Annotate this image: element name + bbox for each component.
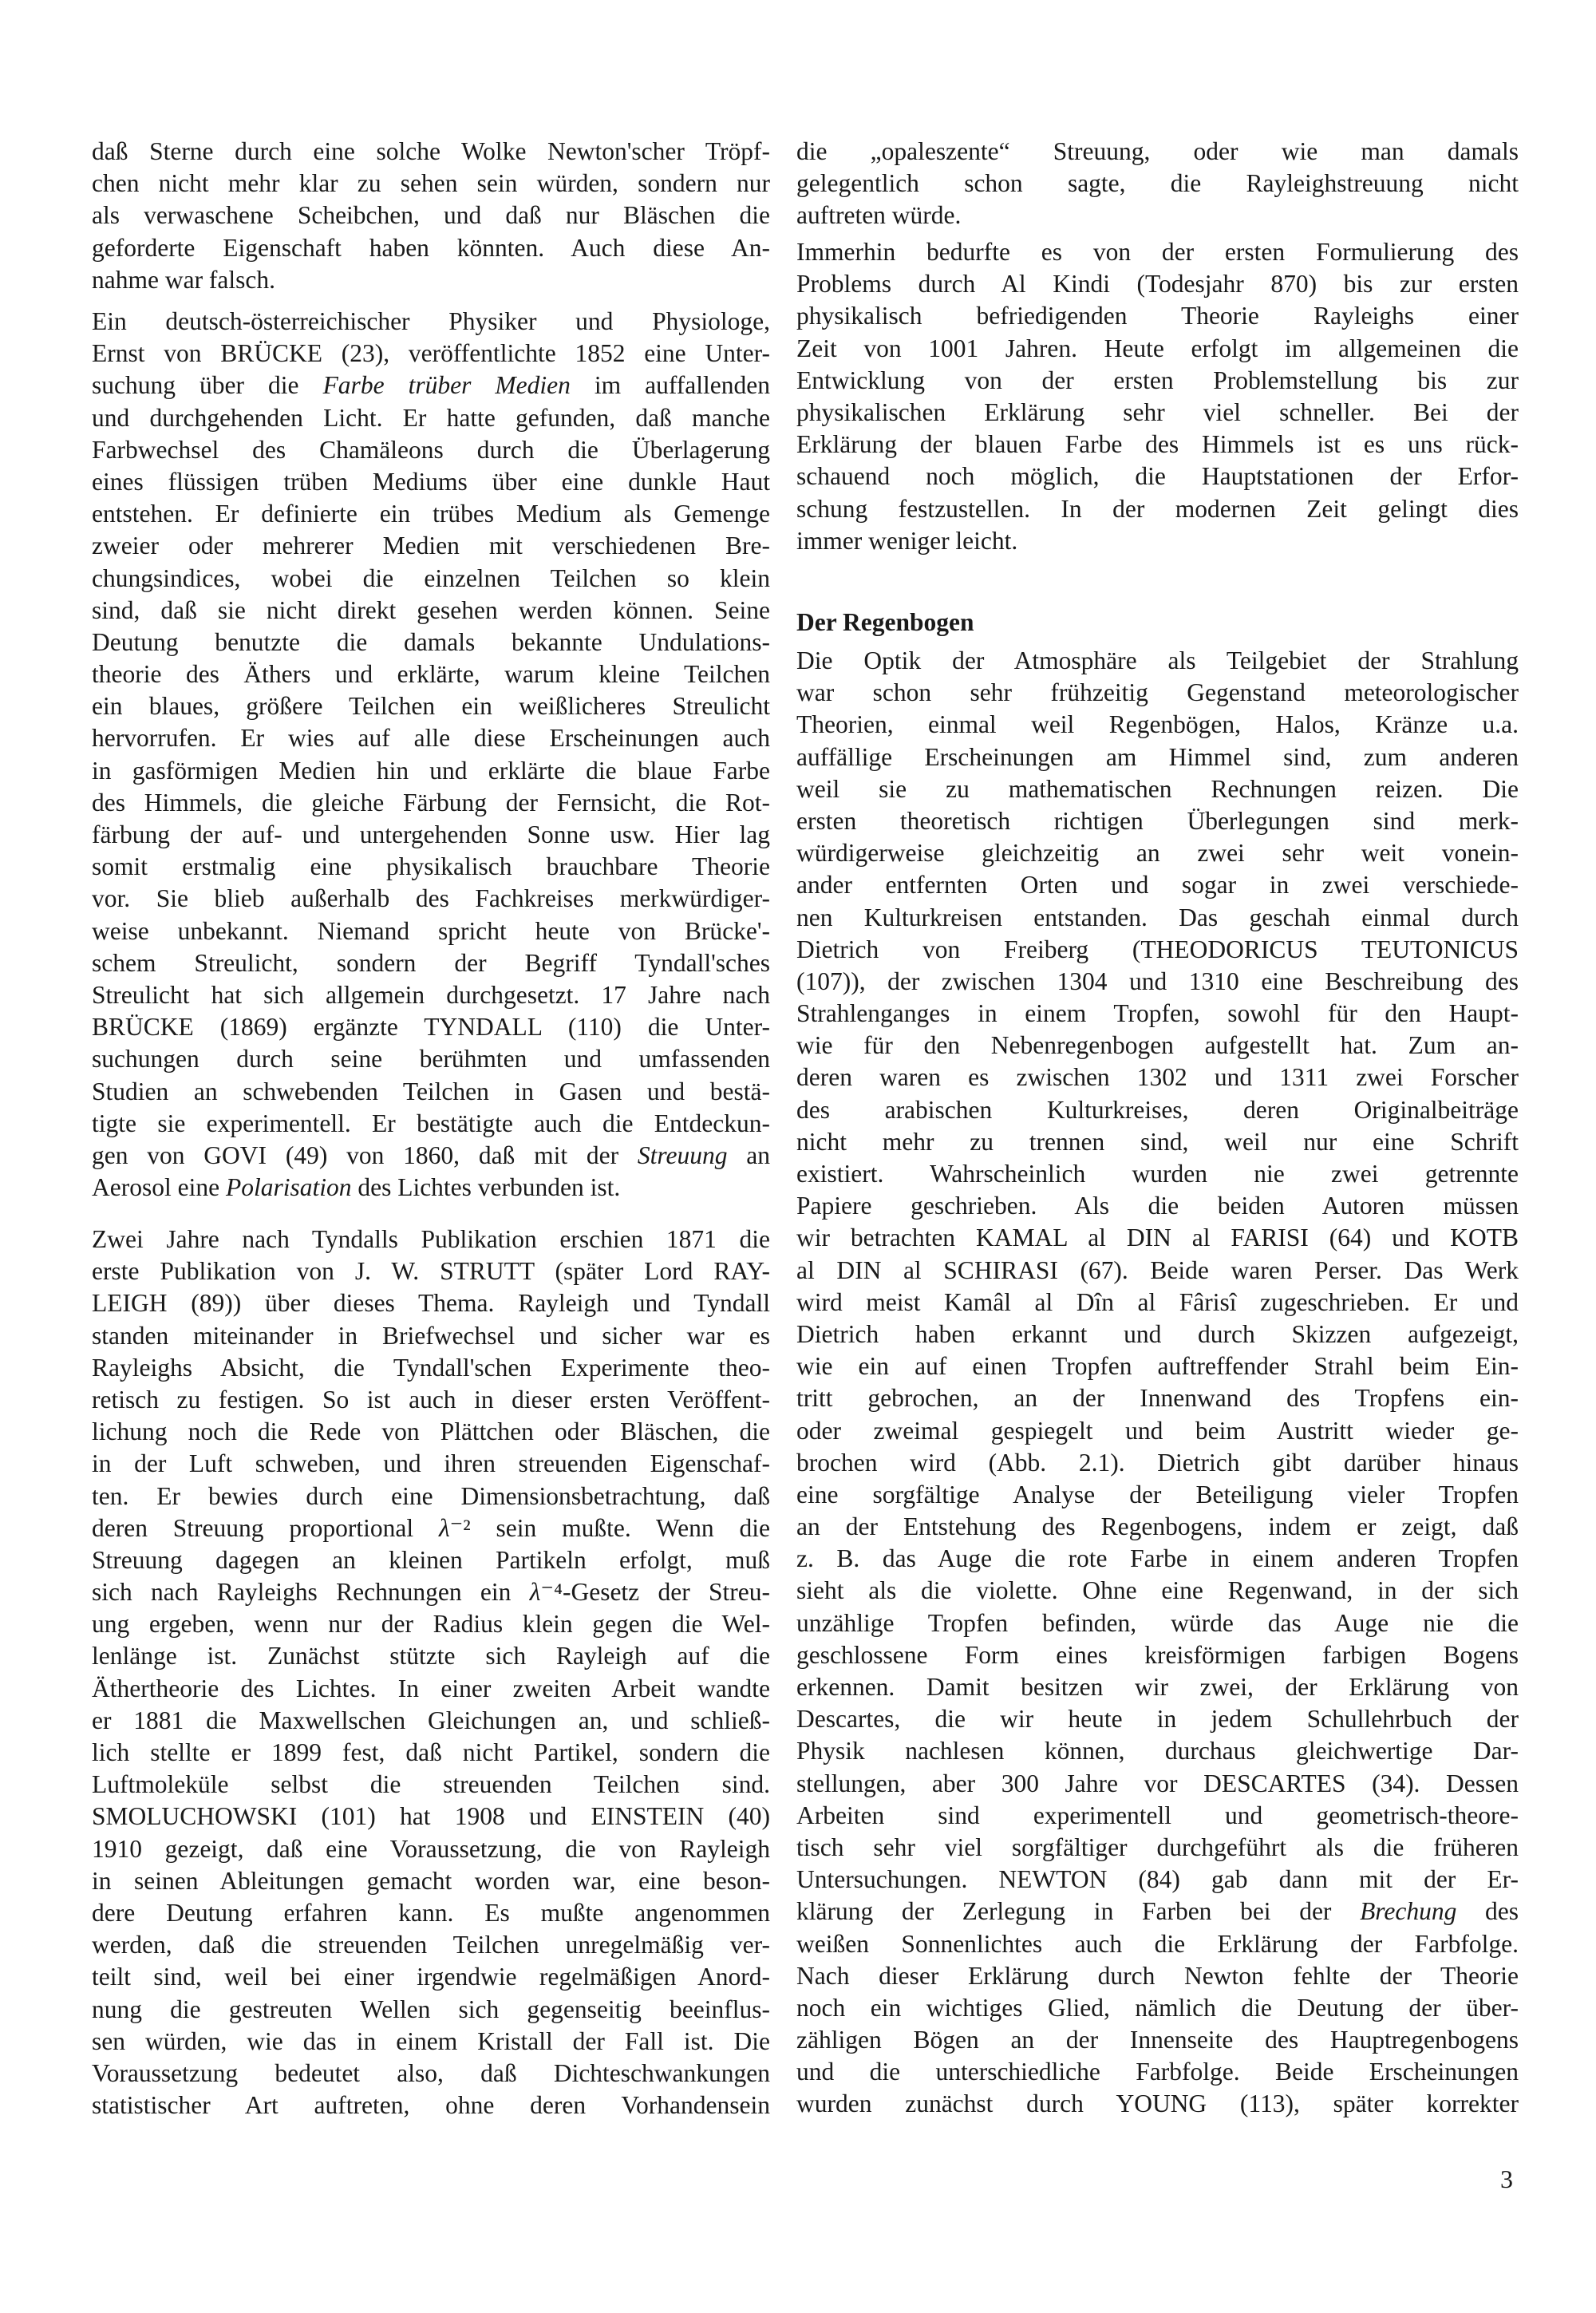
- text-line: Voraussetzung bedeutet also, daß Dichteschwankungen: [92, 2058, 770, 2087]
- text-line: 1910 gezeigt, daß eine Voraussetzung, die von Rayleigh: [92, 1834, 770, 1863]
- text-line: weise unbekannt. Niemand spricht heute von Brücke'-: [92, 916, 770, 945]
- text-line: geforderte Eigenschaft haben könnten. Auch diese An-: [92, 233, 770, 262]
- text-line: Problems durch Al Kindi (Todesjahr 870) bis zur ersten: [796, 270, 1519, 299]
- text-line: Dietrich haben erkannt und durch Skizzen aufgezeigt,: [796, 1319, 1519, 1348]
- text-line: chen nicht mehr klar zu sehen sein würden, sondern nur: [92, 169, 770, 198]
- text-line: wir betrachten KAMAL al DIN al FARISI (64) und KOTB: [796, 1224, 1519, 1252]
- text-line: Physik nachlesen können, durchaus gleichwertige Dar-: [796, 1737, 1519, 1765]
- text-line: war schon sehr frühzeitig Gegenstand meteorologischer: [796, 678, 1519, 707]
- text-line: immer weniger leicht.: [796, 526, 1018, 555]
- text-line: ersten theoretisch richtigen Überlegungen sind merk-: [796, 806, 1519, 835]
- text-line: nicht mehr zu trennen sind, weil nur eine Schrift: [796, 1127, 1519, 1156]
- paragraph: [92, 1224, 770, 2121]
- text-line: Zeit von 1001 Jahren. Heute erfolgt im allgemeinen die: [796, 334, 1519, 362]
- text-line: statistischer Art auftreten, ohne deren Vorhandensein: [92, 2091, 770, 2120]
- text-line: Streulicht hat sich allgemein durchgesetzt. 17 Jahre nach: [92, 980, 770, 1009]
- paragraph: [796, 645, 1519, 2121]
- text-line: Rayleighs Absicht, die Tyndall'schen Experimente theo-: [92, 1353, 770, 1382]
- text-line: schauend noch möglich, die Hauptstationen der Erfor-: [796, 462, 1519, 491]
- italic-text: Farbe trüber Medien: [322, 371, 571, 400]
- text-line: nung die gestreuten Wellen sich gegenseitig beeinflus-: [92, 1995, 770, 2023]
- text-line: ander entfernten Orten und sogar in zwei verschiede-: [796, 871, 1519, 900]
- text-line: zähligen Bögen an der Innenseite des Hauptregenbogens: [796, 2026, 1519, 2054]
- text-segment: des Lichtes verbunden ist.: [351, 1173, 621, 1202]
- text-line: eines flüssigen trüben Mediums über eine dunkle Haut: [92, 467, 770, 496]
- italic-text: Brechung: [1360, 1897, 1457, 1926]
- text-line: sind, daß sie nicht direkt gesehen werden können. Seine: [92, 595, 770, 624]
- text-line: zweier oder mehrerer Medien mit verschiedenen Bre-: [92, 532, 770, 560]
- text-segment: gen von GOVI (49) von 1860, daß mit der: [92, 1141, 638, 1169]
- text-line: chungsindices, wobei die einzelnen Teilchen so klein: [92, 563, 770, 592]
- text-line: die „opaleszente“ Streuung, oder wie man damals: [796, 137, 1519, 165]
- text-line: Erklärung der blauen Farbe des Himmels ist es uns rück-: [796, 430, 1519, 459]
- text-segment: ⁻²: [449, 1513, 471, 1542]
- text-line: Zwei Jahre nach Tyndalls Publikation erschien 1871 die: [92, 1225, 770, 1253]
- text-line: als verwaschene Scheibchen, und daß nur Bläschen die: [92, 201, 770, 230]
- text-line: Immerhin bedurfte es von der ersten Formulierung des: [796, 238, 1519, 266]
- text-line: Untersuchungen. NEWTON (84) gab dann mit der Er-: [796, 1865, 1519, 1894]
- text-line: physikalisch befriedigenden Theorie Rayleighs einer: [796, 302, 1519, 330]
- text-line: [92, 1172, 770, 1204]
- text-line: auffällige Erscheinungen am Himmel sind, zum anderen: [796, 742, 1519, 771]
- text-line: sieht als die violette. Ohne eine Regenwand, in der sich: [796, 1576, 1519, 1605]
- text-line: wird meist Kamâl al Dîn al Fârisî zugeschrieben. Er und: [796, 1287, 1519, 1316]
- text-line: [92, 1140, 770, 1172]
- text-line: eine sorgfältige Analyse der Beteiligung vieler Tropfen: [796, 1480, 1519, 1508]
- text-line: al DIN al SCHIRASI (67). Beide waren Perser. Das Werk: [796, 1255, 1519, 1284]
- italic-text: Streuung: [637, 1141, 728, 1169]
- text-line: stellungen, aber 300 Jahre vor DESCARTES (34). Dessen: [796, 1769, 1519, 1797]
- text-line: hervorrufen. Er wies auf alle diese Erscheinungen auch: [92, 724, 770, 753]
- text-line: geschlossene Form eines kreisförmigen farbigen Bogens: [796, 1640, 1519, 1669]
- italic-text: Polarisation: [225, 1173, 352, 1202]
- text-line: Luftmoleküle selbst die streuenden Teilchen sind.: [92, 1770, 770, 1799]
- text-line: in seinen Ableitungen gemacht worden war, eine beson-: [92, 1866, 770, 1895]
- text-line: weißen Sonnenlichtes auch die Erklärung der Farbfolge.: [796, 1929, 1519, 1958]
- text-line: unzählige Tropfen befinden, würde das Auge nie die: [796, 1608, 1519, 1637]
- text-line: tritt gebrochen, an der Innenwand des Tropfens ein-: [796, 1384, 1519, 1413]
- text-line: physikalischen Erklärung sehr viel schneller. Bei der: [796, 397, 1519, 426]
- text-line: nahme war falsch.: [92, 265, 276, 294]
- page-number: 3: [1500, 2165, 1513, 2193]
- text-segment: des: [1456, 1897, 1519, 1926]
- text-line: retisch zu festigen. So ist auch in dieser ersten Veröffent-: [92, 1385, 770, 1414]
- text-line: Strahlenganges in einem Tropfen, sowohl für den Haupt-: [796, 999, 1519, 1028]
- text-line: erste Publikation von J. W. STRUTT (später Lord RAY-: [92, 1257, 770, 1286]
- text-line: in der Luft schweben, und ihren streuenden Eigenschaf-: [92, 1449, 770, 1478]
- paragraph: [796, 236, 1519, 557]
- text-line: gelegentlich schon sagte, die Rayleighstreuung nicht: [796, 169, 1519, 198]
- text-line: ung ergeben, wenn nur der Radius klein gegen die Wel-: [92, 1610, 770, 1639]
- text-line: lich stellte er 1899 fest, daß nicht Partikel, sondern die: [92, 1738, 770, 1766]
- text-line: suchungen durch seine berühmten und umfassenden: [92, 1045, 770, 1073]
- text-line: ten. Er bewies durch eine Dimensionsbetrachtung, daß: [92, 1481, 770, 1510]
- italic-text: λ: [438, 1513, 450, 1542]
- text-line: des arabischen Kulturkreises, deren Originalbeiträge: [796, 1095, 1519, 1124]
- text-line: SMOLUCHOWSKI (101) hat 1908 und EINSTEIN (40): [92, 1802, 770, 1831]
- text-line: dere Deutung erfahren kann. Es mußte angenommen: [92, 1898, 770, 1927]
- text-line: Descartes, die wir heute in jedem Schullehrbuch der: [796, 1705, 1519, 1734]
- italic-text: λ: [529, 1578, 541, 1607]
- paragraph: [92, 136, 770, 296]
- text-line: teilt sind, weil bei einer irgendwie regelmäßigen Anord-: [92, 1963, 770, 1991]
- text-line: brochen wird (Abb. 2.1). Dietrich gibt darüber hinaus: [796, 1448, 1519, 1477]
- paragraph: [92, 306, 770, 1204]
- text-line: Ein deutsch-österreichischer Physiker und Physiologe,: [92, 307, 770, 335]
- text-line: standen miteinander in Briefwechsel und sicher war es: [92, 1321, 770, 1350]
- text-line: schem Streulicht, sondern der Begriff Tyndall'sches: [92, 948, 770, 977]
- text-line: Äthertheorie des Lichtes. In einer zweiten Arbeit wandte: [92, 1674, 770, 1702]
- text-line: z. B. das Auge die rote Farbe in einem anderen Tropfen: [796, 1544, 1519, 1573]
- text-line: Ernst von BRÜCKE (23), veröffentlichte 1852 eine Unter-: [92, 339, 770, 368]
- text-line: wie für den Nebenregenbogen aufgestellt hat. Zum an-: [796, 1031, 1519, 1060]
- text-line: daß Sterne durch eine solche Wolke Newton'scher Tröpf-: [92, 137, 770, 165]
- text-segment: ⁻⁴: [540, 1578, 563, 1607]
- text-segment: an: [727, 1141, 771, 1169]
- text-line: theorie des Äthers und erklärte, warum kleine Teilchen: [92, 660, 770, 689]
- text-line: noch ein wichtiges Glied, nämlich die Deutung der über-: [796, 1993, 1519, 2022]
- text-line: und durchgehenden Licht. Er hatte gefunden, daß manche: [92, 403, 770, 432]
- text-line: Papiere geschrieben. Als die beiden Autoren müssen: [796, 1192, 1519, 1220]
- text-segment: deren Streuung proportional: [92, 1513, 439, 1542]
- text-line: BRÜCKE (1869) ergänzte TYNDALL (110) die Unter-: [92, 1013, 770, 1042]
- text-line: in gasförmigen Medien hin und erklärte die blaue Farbe: [92, 756, 770, 785]
- text-line: er 1881 die Maxwellschen Gleichungen an, und schließ-: [92, 1706, 770, 1734]
- text-line: existiert. Wahrscheinlich wurden nie zwei getrennte: [796, 1160, 1519, 1188]
- text-segment: -Gesetz der Streu-: [562, 1578, 770, 1607]
- text-line: ein blaues, größere Teilchen ein weißlicheres Streulicht: [92, 692, 770, 721]
- text-line: [92, 1576, 770, 1608]
- text-line: Theorien, einmal weil Regenbögen, Halos, Kränze u.a.: [796, 710, 1519, 739]
- text-line: Die Optik der Atmosphäre als Teilgebiet der Strahlung: [796, 646, 1519, 674]
- text-segment: Aerosol eine: [92, 1173, 226, 1202]
- text-line: LEIGH (89)) über dieses Thema. Rayleigh und Tyndall: [92, 1289, 770, 1318]
- text-line: und die unterschiedliche Farbfolge. Beide Erscheinungen: [796, 2058, 1519, 2086]
- text-line: vor. Sie blieb außerhalb des Fachkreises merkwürdiger-: [92, 884, 770, 913]
- text-line: schung festzustellen. In der modernen Zeit gelingt dies: [796, 494, 1519, 523]
- text-line: nen Kulturkreisen entstanden. Das geschah einmal durch: [796, 903, 1519, 931]
- text-line: sen würden, wie das in einem Kristall der Fall ist. Die: [92, 2026, 770, 2055]
- text-line: auftreten würde.: [796, 201, 962, 230]
- text-line: werden, daß die streuenden Teilchen unregelmäßig ver-: [92, 1931, 770, 1959]
- text-line: Studien an schwebenden Teilchen in Gasen und bestä-: [92, 1077, 770, 1105]
- text-line: oder zweimal gespiegelt und beim Austritt wieder ge-: [796, 1416, 1519, 1445]
- text-segment: sich nach Rayleighs Rechnungen ein: [92, 1578, 530, 1607]
- text-line: Dietrich von Freiberg (THEODORICUS TEUTONICUS: [796, 935, 1519, 963]
- text-line: lichung noch die Rede von Plättchen oder Bläschen, die: [92, 1417, 770, 1446]
- text-line: somit erstmalig eine physikalisch brauchbare Theorie: [92, 852, 770, 881]
- text-line: lenlänge ist. Zunächst stützte sich Rayleigh auf die: [92, 1642, 770, 1670]
- text-segment: sein mußte. Wenn die: [470, 1513, 770, 1542]
- text-line: Deutung benutzte die damals bekannte Undulations-: [92, 627, 770, 656]
- text-segment: suchung über die: [92, 371, 323, 400]
- text-line: weil sie zu mathematischen Rechnungen reizen. Die: [796, 774, 1519, 803]
- text-line: tigte sie experimentell. Er bestätigte auch die Entdeckun-: [92, 1109, 770, 1137]
- text-line: Entwicklung von der ersten Problemstellung bis zur: [796, 366, 1519, 394]
- text-line: (107)), der zwischen 1304 und 1310 eine Beschreibung des: [796, 967, 1519, 995]
- text-line: färbung der auf- und untergehenden Sonne usw. Hier lag: [92, 820, 770, 848]
- text-line: [92, 370, 770, 401]
- text-segment: klärung der Zerlegung in Farben bei der: [796, 1897, 1361, 1926]
- text-line: entstehen. Er definierte ein trübes Medium als Gemenge: [92, 500, 770, 528]
- text-line: Nach dieser Erklärung durch Newton fehlte der Theorie: [796, 1961, 1519, 1990]
- text-line: tisch sehr viel sorgfältiger durchgeführt als die früheren: [796, 1833, 1519, 1861]
- text-segment: im auffallenden: [570, 371, 770, 400]
- text-line: an der Entstehung des Regenbogens, indem er zeigt, daß: [796, 1512, 1519, 1541]
- text-line: des Himmels, die gleiche Färbung der Fernsicht, die Rot-: [92, 788, 770, 816]
- text-line: Arbeiten sind experimentell und geometrisch-theore-: [796, 1801, 1519, 1829]
- text-line: deren waren es zwischen 1302 und 1311 zwei Forscher: [796, 1063, 1519, 1092]
- text-line: [92, 1512, 770, 1544]
- text-line: [796, 1896, 1519, 1928]
- section-heading: Der Regenbogen: [796, 608, 974, 636]
- text-line: würdigerweise gleichzeitig an zwei sehr weit vonein-: [796, 839, 1519, 868]
- text-line: wie ein auf einen Tropfen auftreffender Strahl beim Ein-: [796, 1352, 1519, 1381]
- text-line: wurden zunächst durch YOUNG (113), später korrekter: [796, 2090, 1519, 2118]
- text-line: Farbwechsel des Chamäleons durch die Überlagerung: [92, 435, 770, 464]
- paragraph: [796, 136, 1519, 232]
- text-line: Streuung dagegen an kleinen Partikeln erfolgt, muß: [92, 1545, 770, 1574]
- text-line: erkennen. Damit besitzen wir zwei, der Erklärung von: [796, 1673, 1519, 1701]
